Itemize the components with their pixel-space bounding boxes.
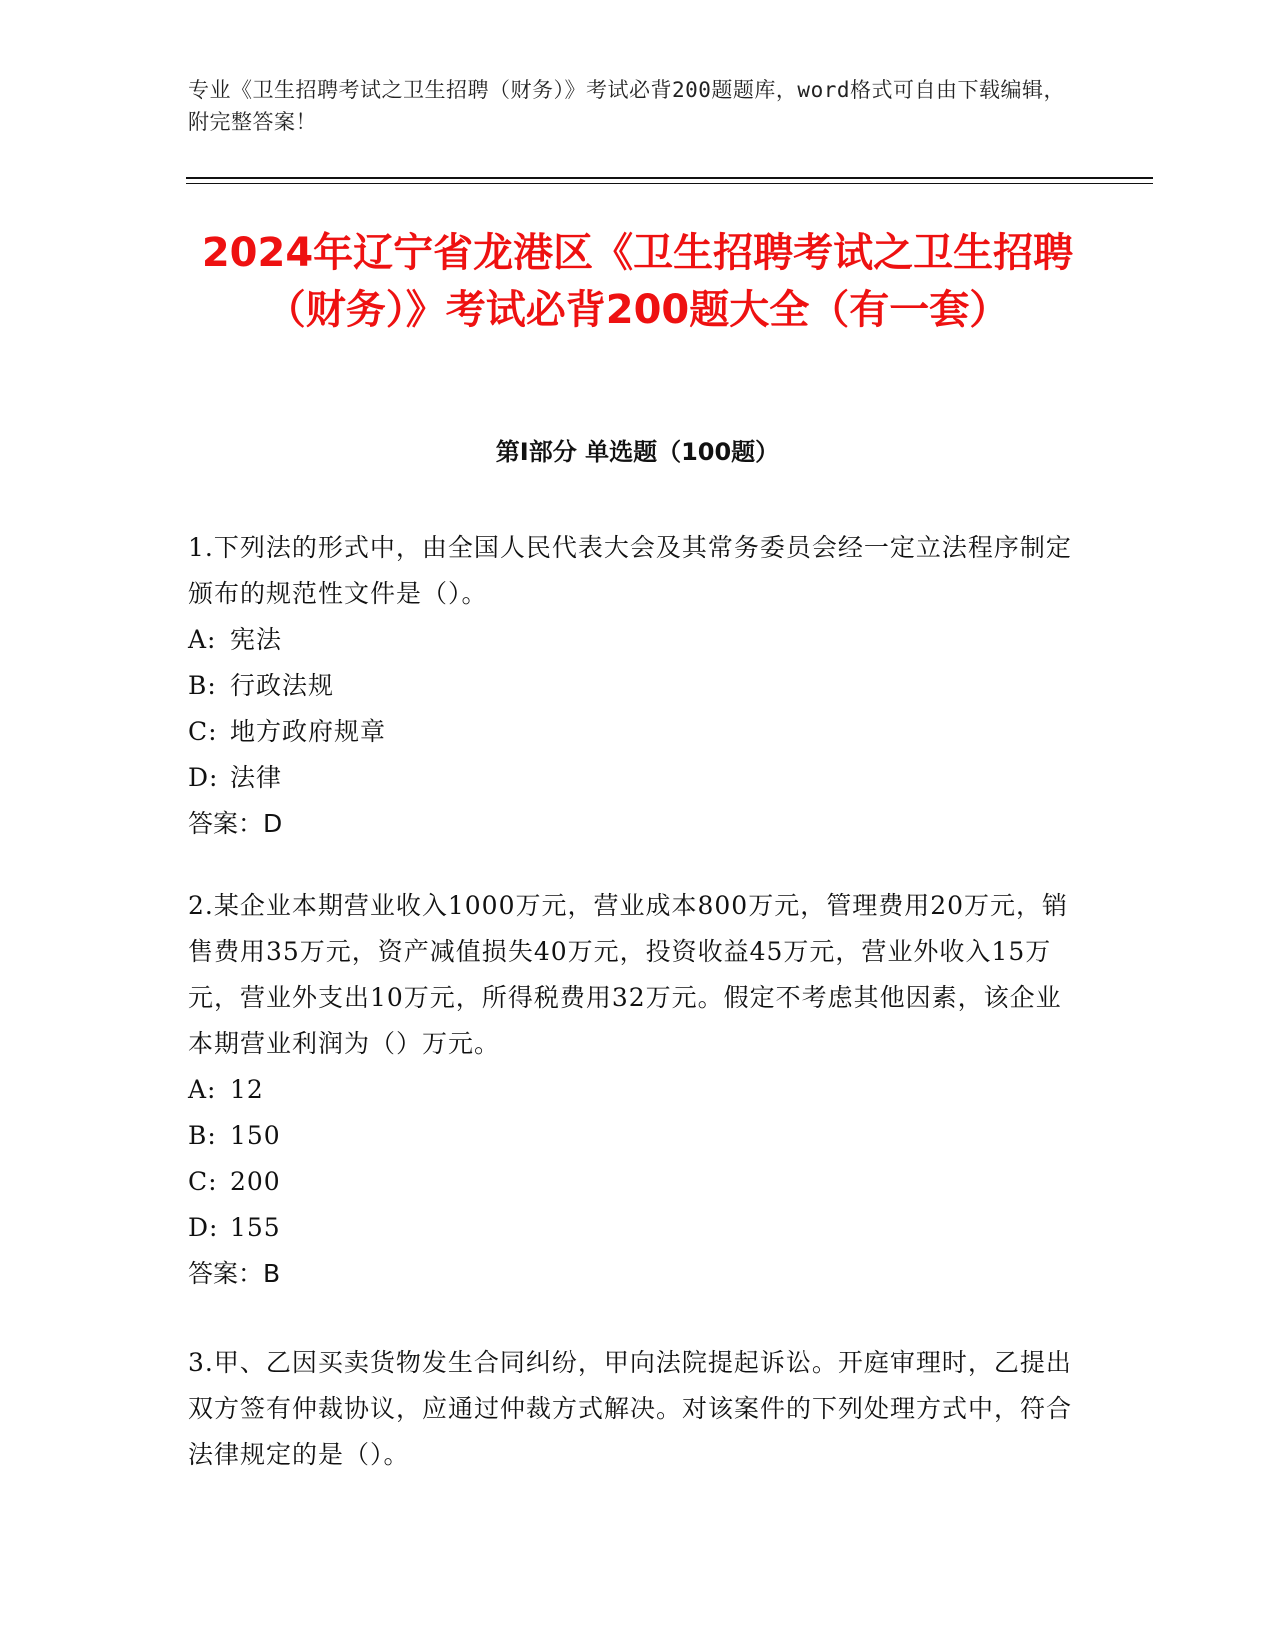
option-label: C: — [188, 1167, 218, 1196]
option-label: B: — [188, 671, 217, 700]
option-text: 150 — [230, 1121, 281, 1150]
option-a — [188, 617, 1073, 663]
option-d — [188, 755, 1073, 801]
option-b — [188, 663, 1073, 709]
option-text: 法律 — [230, 763, 283, 792]
option-label: A: — [188, 1075, 217, 1104]
option-text: 155 — [230, 1213, 281, 1242]
option-b — [188, 1113, 1073, 1159]
option-text: 行政法规 — [230, 671, 335, 700]
option-text: 200 — [230, 1167, 281, 1196]
option-label: D: — [188, 763, 219, 792]
option-d — [188, 1205, 1073, 1251]
question-stem: 3.甲、乙因买卖货物发生合同纠纷，甲向法院提起诉讼。开庭审理时，乙提出双方签有仲裁协议，应通过仲裁方式解决。对该案件的下列处理方式中，符合法律规定的是（）。 — [188, 1348, 1073, 1469]
question-stem: 1.下列法的形式中，由全国人民代表大会及其常务委员会经一定立法程序制定颁布的规范性文件是（）。 — [188, 533, 1072, 608]
option-text: 12 — [230, 1075, 264, 1104]
document-title: 2024年辽宁省龙港区《卫生招聘考试之卫生招聘（财务）》考试必背200题大全（有一套） — [201, 230, 1074, 333]
option-text: 宪法 — [230, 625, 283, 654]
answer: 答案：B — [188, 1259, 281, 1288]
option-c — [188, 709, 1073, 755]
option-a — [188, 1067, 1073, 1113]
header-divider-thick — [186, 177, 1153, 179]
option-label: D: — [188, 1213, 219, 1242]
question-stem: 2.某企业本期营业收入1000万元，营业成本800万元，管理费用20万元，销售费用35万元，资产减值损失40万元，投资收益45万元，营业外收入15万元，营业外支出10万元，所得税费用32万元。假定不考虑其他因素，该企业本期营业利润为（）万元。 — [188, 891, 1069, 1058]
header-divider-thin — [186, 183, 1153, 184]
option-c — [188, 1159, 1073, 1205]
question-1 — [188, 525, 1073, 847]
answer: 答案：D — [188, 809, 283, 838]
option-label: B: — [188, 1121, 217, 1150]
header-note: 专业《卫生招聘考试之卫生招聘（财务）》考试必背200题题库，word格式可自由下载编辑，附完整答案！ — [188, 78, 1065, 134]
option-text: 地方政府规章 — [230, 717, 387, 746]
section-title: 第I部分 单选题（100题） — [495, 438, 780, 466]
question-2 — [188, 883, 1073, 1297]
question-3 — [188, 1340, 1073, 1478]
option-label: A: — [188, 625, 217, 654]
option-label: C: — [188, 717, 218, 746]
